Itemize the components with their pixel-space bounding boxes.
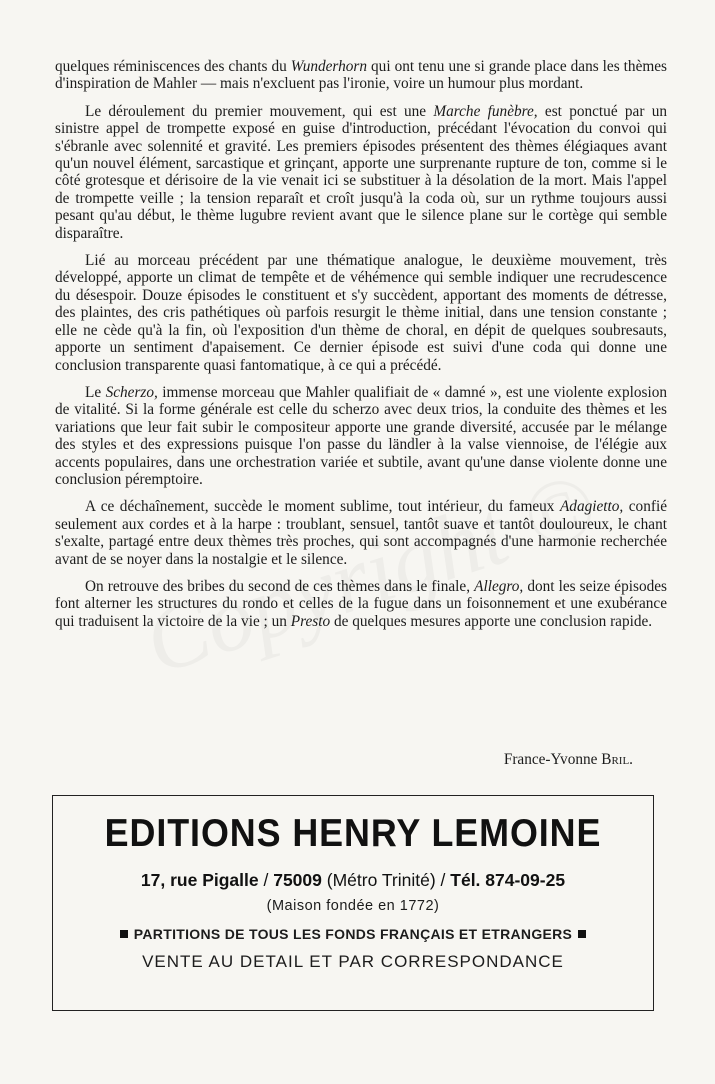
square-bullet-icon <box>120 930 128 938</box>
address-street: 17, rue Pigalle <box>140 870 259 890</box>
paragraph-1 <box>55 58 667 93</box>
address-separator-2: / <box>440 870 451 890</box>
author-signature <box>504 751 633 769</box>
square-bullet-icon <box>578 930 586 938</box>
paragraph-5 <box>55 498 667 568</box>
publisher-advertisement <box>52 795 654 1011</box>
address-metro: (Métro Trinité) <box>321 870 441 890</box>
author-first-name: France-Yvonne <box>503 751 602 768</box>
text-segment: Lié au morceau précédent par une thématique analogue, le deuxième mouvement, très développé, apporte un climat de tempête et de véhémence qui semble indiquer une recrudescence du désespoir. Douze épisodes le constituent et s'y succèdent, apportant des moments de détresse, des plaintes, des cris pathétiques où parfois resurgit le thème initial, dans une tension constante ; elle ne cède qu'à la fin, où l'exposition d'un thème de choral, en dépit de quelques soubresauts, apporte un sentiment d'apaisement. Ce dernier épisode est suivi d'une coda qui donne une conclusion transparente quasi fantomatique, à ce qui a précédé. <box>55 252 667 374</box>
text-segment: quelques réminiscences des chants du <box>55 58 291 75</box>
paragraph-6 <box>55 578 667 630</box>
text-segment: dont les seize épisodes font alterner les structures du rondo et celles de la fugue dans un foisonnement et une exubérance qui traduisent la victoire de la vie ; un <box>55 577 667 630</box>
publisher-founded: (Maison fondée en 1772) <box>266 898 440 914</box>
text-segment: Le <box>85 383 106 401</box>
italic-title: Scherzo, <box>105 383 158 401</box>
address-separator: / <box>258 870 274 890</box>
publisher-partitions-line <box>53 926 653 942</box>
italic-title: Adagietto, <box>559 498 624 516</box>
text-segment: de quelques mesures apporte une conclusion rapide. <box>330 612 653 630</box>
text-segment: confié seulement aux cordes et à la harpe : troublant, sensuel, tantôt suave et tantôt douloureux, le chant s'exalte, partagé entre deux thèmes très proches, qui sont accompagnés d'une harmonie recherchée avant de se noyer dans la nostalgie et le silence. <box>55 498 667 568</box>
text-segment: A ce déchaînement, succède le moment sublime, tout intérieur, du fameux <box>85 498 560 516</box>
author-last-name: Bril. <box>601 751 633 768</box>
paragraph-4 <box>55 384 667 488</box>
italic-title: Presto <box>290 612 331 630</box>
text-segment: immense morceau que Mahler qualifiait de « damné », est une violente explosion de vitalité. Si la forme générale est celle du scherzo avec deux trios, la conduite des thèmes et les variations que leur fait subir le compositeur apporte une grande diversité, accusée par le mélange des styles et des expressions puisque l'on passe du ländler à la valse viennoise, de l'élégie aux accents populaires, dans une orchestration variée et subtile, avant qu'une danse violente donne une conclusion péremptoire. <box>55 383 668 488</box>
publisher-name: EDITIONS HENRY LEMOINE <box>104 812 602 855</box>
publisher-sales-line: VENTE AU DETAIL ET PAR CORRESPONDANCE <box>142 952 564 971</box>
paragraph-3 <box>55 252 667 374</box>
text-segment: qui ont tenu une si grande place dans les thèmes d'inspiration de Mahler — mais n'excluent pas l'ironie, voire un humour plus mordant. <box>55 58 667 93</box>
text-segment: est ponctué par un sinistre appel de trompette exposé en guise d'introduction, précédant l'évocation du convoi qui s'ébranle avec solennité et gravité. Les premiers épisodes présentent des thèmes élégiaques avant qu'un nouvel élément, sarcastique et grinçant, apporte une surprenante rupture de ton, comme si le côté grotesque et dérisoire de la vie venait ici se substituer à la désolation de la mort. Mais l'appel de trompette veille ; la tension reparaît et croît jusqu'à la coda où, sur un rythme toujours aussi pesant qu'au début, le thème lugubre revient avant que le silence plane sur le cortège qui semble disparaître. <box>55 102 668 242</box>
text-segment: On retrouve des bribes du second de ces thèmes dans le finale, <box>85 577 475 595</box>
address-postal-code: 75009 <box>273 870 322 890</box>
publisher-address <box>53 870 653 891</box>
italic-title: Marche funèbre, <box>433 102 538 120</box>
article-body <box>55 58 667 640</box>
paragraph-2 <box>55 103 667 242</box>
address-telephone: Tél. 874-09-25 <box>450 870 566 890</box>
text-segment: Le déroulement du premier mouvement, qui est une <box>85 102 434 120</box>
partitions-text: PARTITIONS DE TOUS LES FONDS FRANÇAIS ET ETRANGERS <box>133 926 573 942</box>
italic-title: Wunderhorn <box>290 58 368 75</box>
italic-title: Allegro, <box>474 577 524 595</box>
